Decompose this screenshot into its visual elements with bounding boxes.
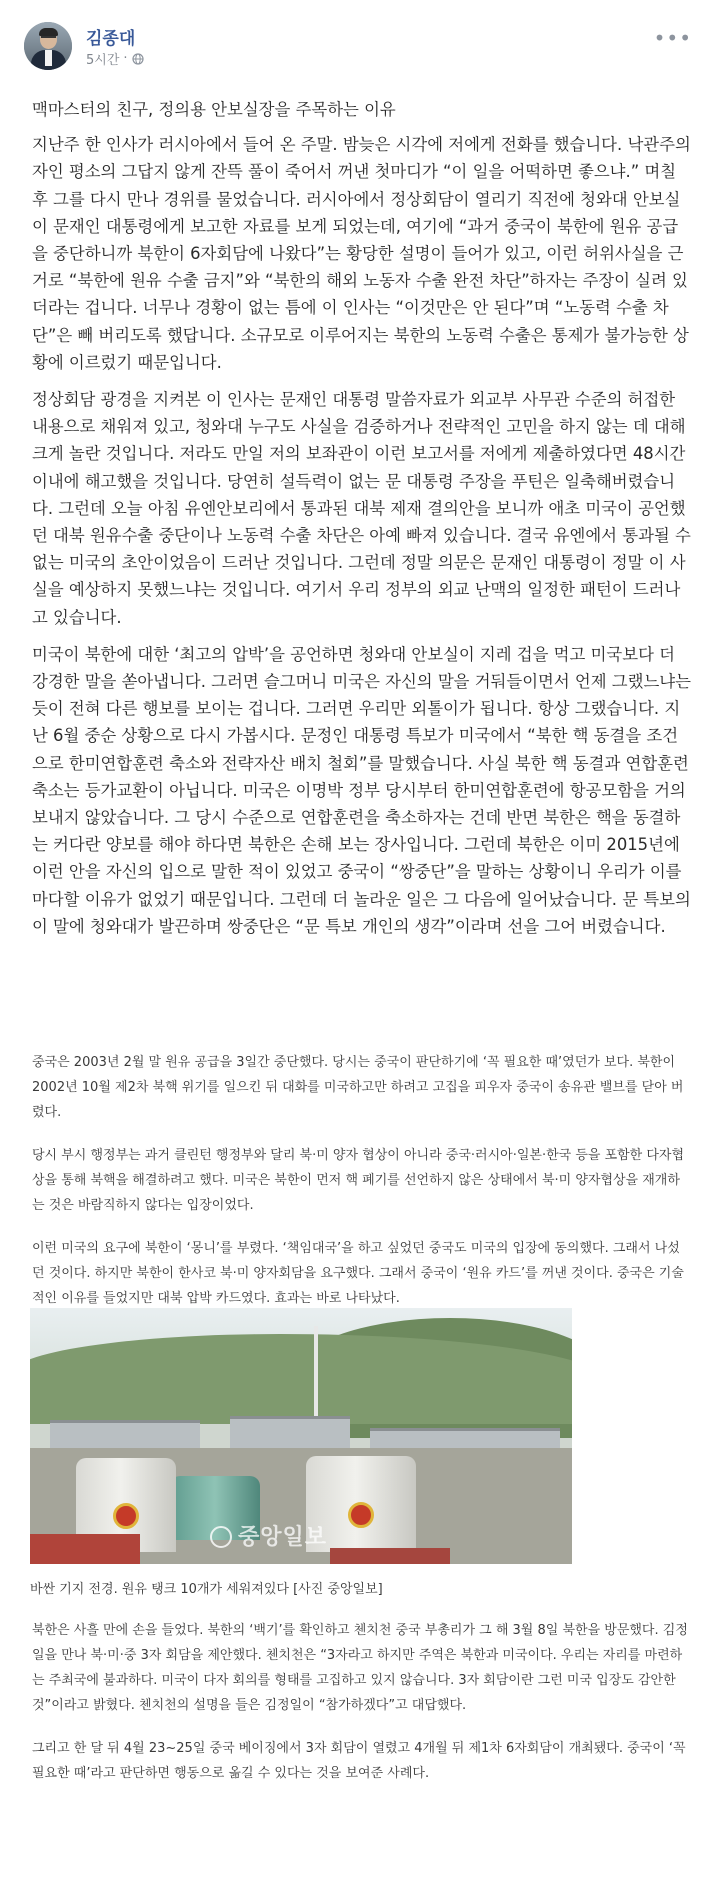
joongang-logo-icon <box>210 1526 232 1548</box>
post-paragraph: 지난주 한 인사가 러시아에서 들어 온 주말. 밤늦은 시각에 저에게 전화를 했습니다. 낙관주의자인 평소의 그답지 않게 잔뜩 풀이 죽어서 꺼낸 첫마디가 “이 일을 어떡하면 좋으냐.” 며칠 후 그를 다시 만나 경위를 물었습니다. 러시아에서 정상회담이 열리기 직전에 청와대 안보실이 문재인 대통령에게 보고한 자료를 보게 되었는데, 여기에 “과거 중국이 북한에 원유 공급을 중단하니까 북한이 6자회담에 나왔다”는 황당한 설명이 들어가 있고, 이런 허위사실을 근거로 “북한에 원유 수출 금지”와 “북한의 해외 노동자 수출 완전 차단”하자는 주장이 실려 있더라는 겁니다. 너무나 경황이 없는 틈에 이 인사는 “이것만은 안 된다”며 “노동력 수출 차단”은 빼 버리도록 했답니다. 소규모로 이루어지는 북한의 노동력 수출은 통제가 불가능한 상황에 이르렀기 때문입니다. <box>32 135 691 372</box>
photo-caption: 바싼 기지 전경. 원유 탱크 10개가 세워져있다 [사진 중앙일보] <box>30 1582 383 1597</box>
article-paragraph: 당시 부시 행정부는 과거 클린턴 행정부와 달리 북·미 양자 협상이 아니라 중국·러시아·일본·한국 등을 포함한 다자협상을 통해 북핵을 해결하려고 했다. 미국은 북한이 먼저 핵 폐기를 선언하지 않은 상태에서 북·미 양자협상을 재개하는 것은 바람직하지 않다는 입장이었다. <box>32 1148 685 1213</box>
post-body <box>32 96 692 950</box>
post-time[interactable]: 5시간 <box>86 53 120 68</box>
post-meta: 5시간 · <box>86 49 144 68</box>
oil-depot-photo[interactable] <box>30 1308 572 1564</box>
article-excerpt <box>32 1050 692 1329</box>
article-paragraph: 북한은 사흘 만에 손을 들었다. 북한의 ‘백기’를 확인하고 첸치천 중국 부총리가 그 해 3월 8일 북한을 방문했다. 김정일을 만나 북·미·중 3자 회담을 제안했다. 첸치천은 “3자라고 하지만 주역은 북한과 미국이다. 우리는 자리를 마련하는 주최국에 불과하다. 미국이 다자 회의를 형태를 고집하고 있지 않습니다. 3자 회담이란 그런 미국 입장도 감안한 것”이라고 밝혔다. 첸치천의 설명을 들은 김정일이 “참가하겠다”고 대답했다. <box>32 1623 688 1713</box>
article-paragraph: 중국은 2003년 2월 말 원유 공급을 3일간 중단했다. 당시는 중국이 판단하기에 ‘꼭 필요한 때’였던가 보다. 북한이 2002년 10월 제2차 북핵 위기를 일으킨 뒤 대화를 미국하고만 하려고 고집을 피우자 중국이 송유관 밸브를 닫아 버렸다. <box>32 1055 684 1120</box>
article-excerpt-continued <box>32 1618 692 1804</box>
post-header <box>24 22 696 74</box>
article-paragraph: 이런 미국의 요구에 북한이 ‘몽니’를 부렸다. ‘책임대국’을 하고 싶었던 중국도 미국의 입장에 동의했다. 그래서 나섰던 것이다. 하지만 북한이 한사코 북·미 양자회담을 요구했다. 그래서 중국이 ‘원유 카드’를 꺼낸 것이다. 중국은 기술적인 이유를 들었지만 대북 압박 카드였다. 효과는 바로 나타났다. <box>32 1241 684 1306</box>
author-name[interactable]: 김종대 <box>86 29 136 49</box>
globe-icon[interactable] <box>132 53 144 65</box>
article-paragraph: 그리고 한 달 뒤 4월 23~25일 중국 베이징에서 3자 회담이 열렸고 4개월 뒤 제1차 6자회담이 개최됐다. 중국이 ‘꼭 필요한 때’라고 판단하면 행동으로 옮길 수 있다는 것을 보여준 사례다. <box>32 1741 686 1781</box>
avatar[interactable] <box>24 22 72 70</box>
post-paragraph: 정상회담 광경을 지켜본 이 인사는 문재인 대통령 말씀자료가 외교부 사무관 수준의 허접한 내용으로 채워져 있고, 청와대 누구도 사실을 검증하거나 전략적인 고민을 하지 않는 데 대해 크게 놀란 것입니다. 저라도 만일 저의 보좌관이 이런 보고서를 저에게 제출하였다면 48시간 이내에 해고했을 것입니다. 당연히 설득력이 없는 문 대통령 주장을 푸틴은 일축해버렸습니다. 그런데 오늘 아침 유엔안보리에서 통과된 대북 제재 결의안을 보니까 애초 미국이 공언했던 대북 원유수출 중단이나 노동력 수출 차단은 아예 빠져 있습니다. 결국 유엔에서 통과될 수 없는 미국의 초안이었음이 드러난 것입니다. 그런데 정말 의문은 문재인 대통령이 정말 이 사실을 예상하지 못했느냐는 것입니다. 여기서 우리 정부의 외교 난맥의 일정한 패턴이 드러나고 있습니다. <box>32 390 691 627</box>
post-title: 맥마스터의 친구, 정의용 안보실장을 주목하는 이유 <box>32 100 396 119</box>
photo-watermark: 중앙일보 <box>210 1520 327 1551</box>
more-options-icon[interactable]: ••• <box>653 26 692 50</box>
post-paragraph: 미국이 북한에 대한 ‘최고의 압박’을 공언하면 청와대 안보실이 지레 겁을 먹고 미국보다 더 강경한 말을 쏟아냅니다. 그러면 슬그머니 미국은 자신의 말을 거둬들이면서 언제 그랬느냐는 듯이 전혀 다른 행보를 보이는 겁니다. 그러면 우리만 외톨이가 됩니다. 항상 그랬습니다. 지난 6월 중순 상황으로 다시 가봅시다. 문정인 대통령 특보가 미국에서 “북한 핵 동결을 조건으로 한미연합훈련 축소와 전략자산 배치 철회”를 말했습니다. 사실 북한 핵 동결과 연합훈련 축소는 등가교환이 아닙니다. 미국은 이명박 정부 당시부터 한미연합훈련에 항공모함을 거의 보내지 않았습니다. 그 당시 수준으로 연합훈련을 축소하자는 건데 반면 북한은 핵을 동결하는 커다란 양보를 해야 하다면 북한은 손해 보는 장사입니다. 그런데 북한은 이미 2015년에 이런 안을 자신의 입으로 말한 적이 있었고 중국이 “쌍중단”을 말하는 상황이니 우리가 이를 마다할 이유가 없었기 때문입니다. 그런데 더 놀라운 일은 그 다음에 일어났습니다. 문 특보의 이 말에 청와대가 발끈하며 쌍중단은 “문 특보 개인의 생각”이라며 선을 그어 버렸습니다. <box>32 644 691 936</box>
